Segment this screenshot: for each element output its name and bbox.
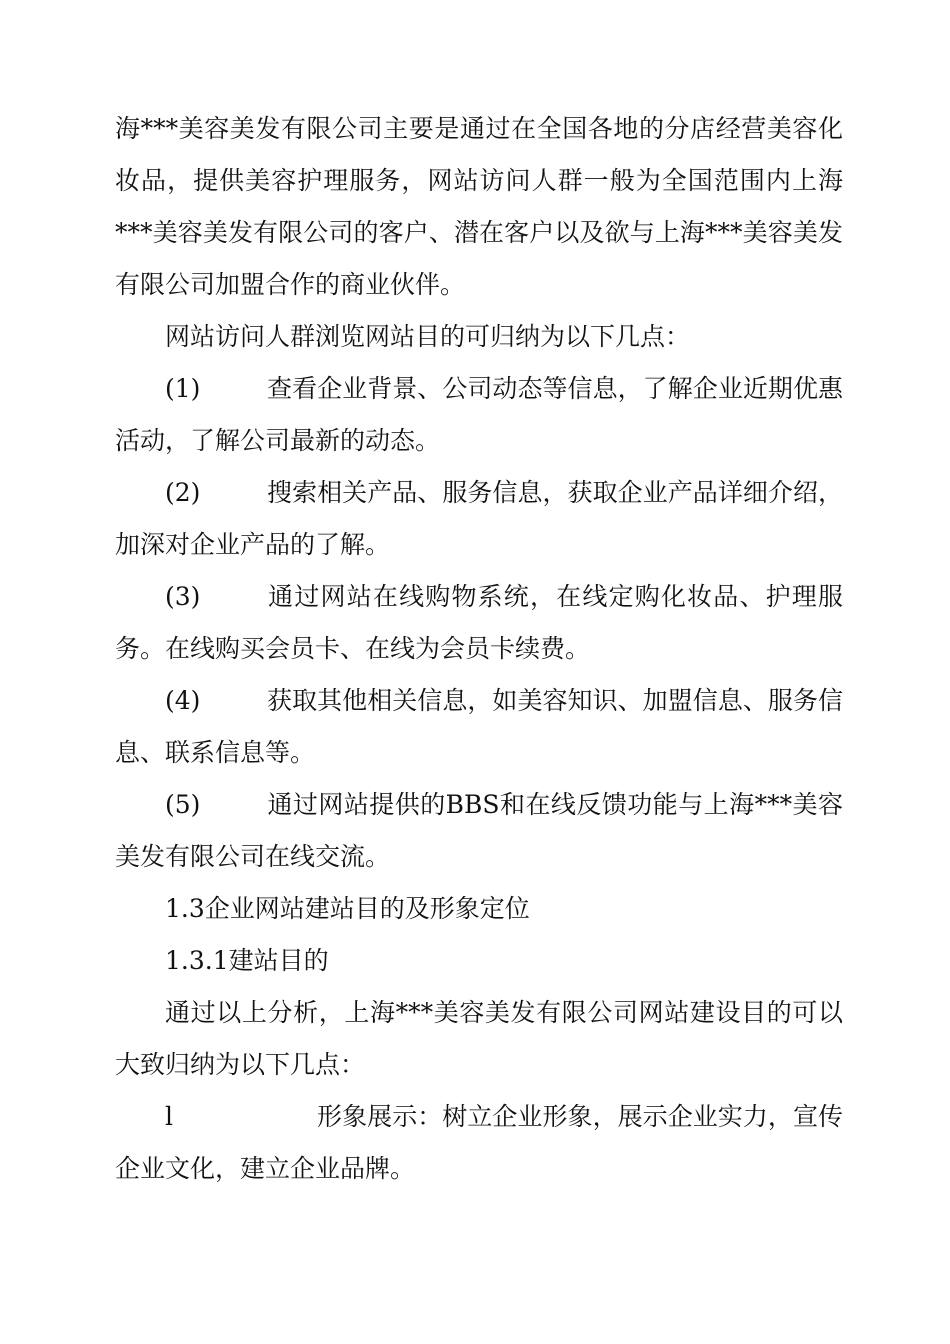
list-item-1	[115, 363, 843, 467]
list-text: 搜索相关产品、服务信息，获取企业产品详细介绍，加深对企业产品的了解。	[115, 478, 843, 559]
list-number: (5)	[165, 790, 201, 819]
list-text: 通过网站提供的BBS和在线反馈功能与上海***美容美发有限公司在线交流。	[115, 790, 843, 871]
list-bullet: l	[165, 1102, 173, 1131]
list-text: 形象展示：树立企业形象，展示企业实力，宣传企业文化，建立企业品牌。	[115, 1102, 843, 1183]
list-number: (2)	[165, 478, 201, 507]
list-item-l	[115, 1091, 843, 1195]
document-body	[115, 103, 843, 1195]
list-number: (4)	[165, 686, 201, 715]
purpose-intro-paragraph: 网站访问人群浏览网站目的可归纳为以下几点：	[165, 322, 691, 351]
list-number: (3)	[165, 582, 201, 611]
section-heading: 1.3企业网站建站目的及形象定位	[165, 894, 530, 923]
list-text: 查看企业背景、公司动态等信息，了解企业近期优惠活动，了解公司最新的动态。	[115, 374, 843, 455]
list-item-2	[115, 467, 843, 571]
list-text: 通过网站在线购物系统，在线定购化妆品、护理服务。在线购买会员卡、在线为会员卡续费。	[115, 582, 843, 663]
intro-paragraph: 海***美容美发有限公司主要是通过在全国各地的分店经营美容化妆品，提供美容护理服务，网站访问人群一般为全国范围内上海***美容美发有限公司的客户、潜在客户以及欲与上海***美容美发有限公司加盟合作的商业伙伴。	[115, 114, 843, 299]
analysis-paragraph: 通过以上分析，上海***美容美发有限公司网站建设目的可以大致归纳为以下几点：	[115, 998, 843, 1079]
list-item-5	[115, 779, 843, 883]
list-number: (1)	[165, 374, 201, 403]
list-text: 获取其他相关信息，如美容知识、加盟信息、服务信息、联系信息等。	[115, 686, 843, 767]
subsection-heading: 1.3.1建站目的	[165, 946, 329, 975]
list-item-3	[115, 571, 843, 675]
list-item-4	[115, 675, 843, 779]
